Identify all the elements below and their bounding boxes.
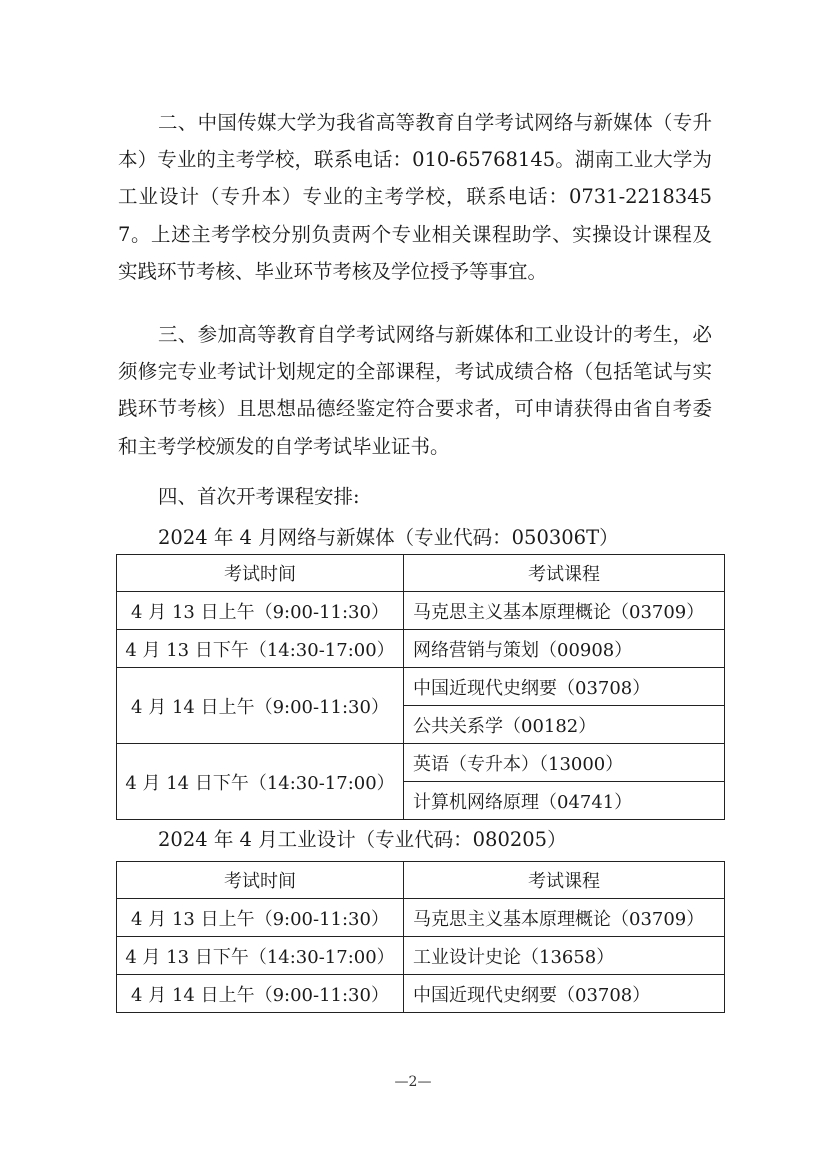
table-row: [117, 937, 725, 975]
paragraph-three: 三、参加高等教育自学考试网络与新媒体和工业设计的考生，必须修完专业考试计划规定的全部课程，考试成绩合格（包括笔试与实践环节考核）且思想品德经鉴定符合要求者，可申请获得由省自考委和主考学校颁发的自学考试毕业证书。: [118, 323, 712, 458]
page-number: —2—: [394, 1074, 432, 1090]
table-row: [117, 975, 725, 1013]
exam-time-cell: 4 月 14 日下午（14:30-17:00）: [117, 744, 404, 820]
exam-time-cell: 4 月 14 日上午（9:00-11:30）: [117, 975, 404, 1013]
exam-course-cell: 工业设计史论（13658）: [404, 937, 725, 975]
table-header-row: [117, 555, 725, 592]
header-exam-course: 考试课程: [404, 555, 725, 592]
exam-course-cell: 马克思主义基本原理概论（03709）: [404, 592, 725, 630]
table-row: [117, 899, 725, 937]
table2-caption: 2024 年 4 月工业设计（专业代码：080205）: [158, 828, 567, 851]
exam-course-cell: 中国近现代史纲要（03708）: [404, 668, 725, 706]
exam-course-cell: 英语（专升本）（13000）: [404, 744, 725, 782]
exam-schedule-table-design: [116, 861, 725, 1013]
exam-course-cell: 计算机网络原理（04741）: [404, 782, 725, 820]
paragraph-two: 二、中国传媒大学为我省高等教育自学考试网络与新媒体（专升本）专业的主考学校，联系电话：010-65768145。湖南工业大学为工业设计（专升本）专业的主考学校，联系电话：0731-22183457。上述主考学校分别负责两个专业相关课程助学、实操设计课程及实践环节考核、毕业环节考核及学位授予等事宜。: [118, 111, 712, 283]
table-row: [117, 592, 725, 630]
exam-course-cell: 中国近现代史纲要（03708）: [404, 975, 725, 1013]
header-exam-course: 考试课程: [404, 862, 725, 899]
exam-course-cell: 公共关系学（00182）: [404, 706, 725, 744]
header-exam-time: 考试时间: [117, 862, 404, 899]
table-row: [117, 668, 725, 706]
table1-caption: 2024 年 4 月网络与新媒体（专业代码：050306T）: [158, 526, 619, 549]
exam-time-cell: 4 月 13 日下午（14:30-17:00）: [117, 937, 404, 975]
header-exam-time: 考试时间: [117, 555, 404, 592]
exam-time-cell: 4 月 13 日上午（9:00-11:30）: [117, 899, 404, 937]
table-row: [117, 630, 725, 668]
exam-schedule-table-media: [116, 554, 725, 820]
table-header-row: [117, 862, 725, 899]
exam-course-cell: 马克思主义基本原理概论（03709）: [404, 899, 725, 937]
exam-time-cell: 4 月 14 日上午（9:00-11:30）: [117, 668, 404, 744]
exam-course-cell: 网络营销与策划（00908）: [404, 630, 725, 668]
paragraph-four: 四、首次开考课程安排:: [158, 485, 360, 508]
table-row: [117, 744, 725, 782]
exam-time-cell: 4 月 13 日下午（14:30-17:00）: [117, 630, 404, 668]
exam-time-cell: 4 月 13 日上午（9:00-11:30）: [117, 592, 404, 630]
